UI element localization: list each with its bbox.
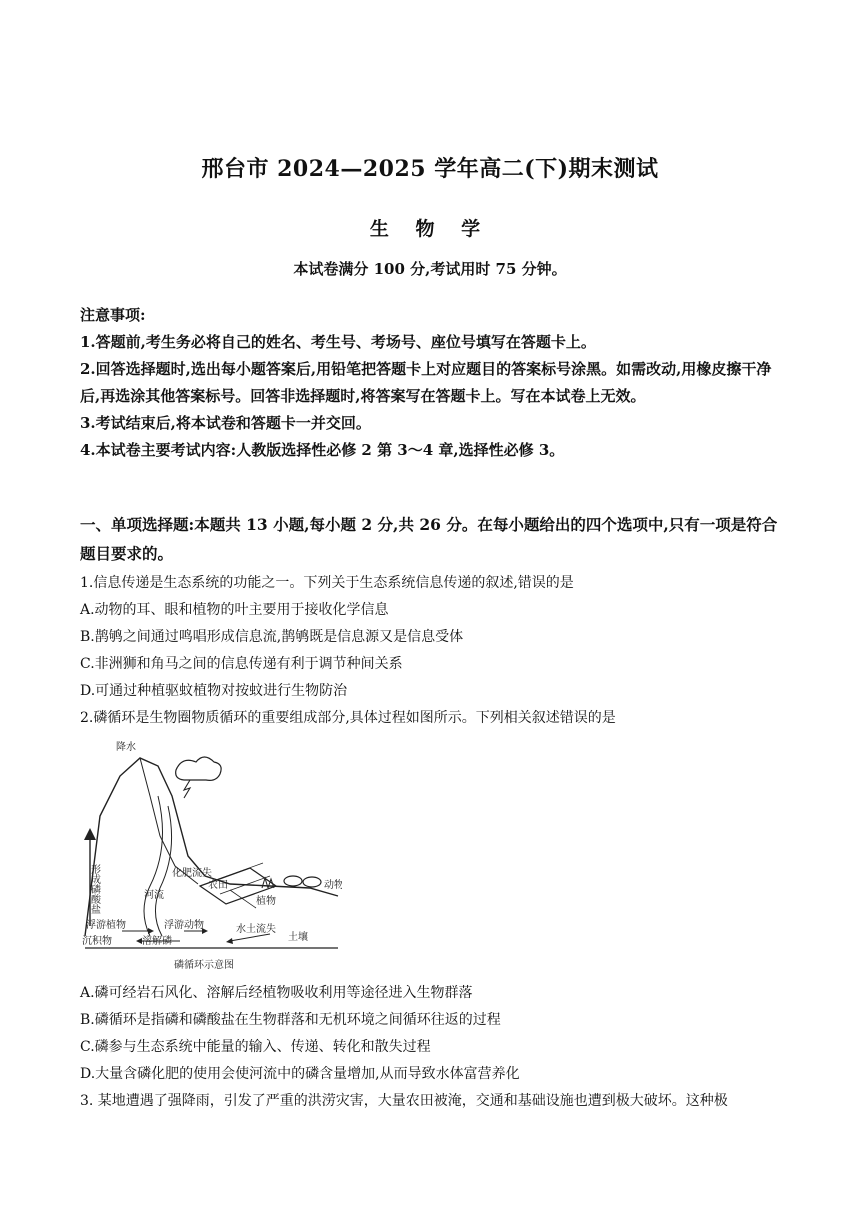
label-rock-phosphate [89,864,101,914]
label-farmland: 农田 [208,880,228,891]
diagram-svg [80,736,342,976]
exam-title: 邢台市 2024—2025 学年高二(下)期末测试 [201,156,659,182]
question-stem: 3. 某地遭遇了强降雨，引发了严重的洪涝灾害，大量农田被淹，交通和基础设施也遭到极大破坏。这种极 [80,1093,728,1109]
note-item: 2.回答选择题时,选出每小题答案后,用铅笔把答题卡上对应题目的答案标号涂黑。如需改动,用橡皮擦干净后,再选涂其他答案标号。回答非选择题时,将答案写在答题卡上。写在本试卷上无效。 [80,360,772,405]
score-line: 本试卷满分 100 分,考试用时 75 分钟。 [293,260,567,278]
notes-heading: 注意事项: [80,306,146,324]
question-2-options [80,980,786,1115]
option-c: C.磷参与生态系统中能量的输入、传递、转化和散失过程 [80,1039,431,1055]
svg-text:形成磷酸盐: 形成磷酸盐 [88,864,100,914]
label-sediment: 沉积物 [82,936,112,947]
question-stem: 1.信息传递是生态系统的功能之一。下列关于生态系统信息传递的叙述,错误的是 [80,575,574,591]
option-b: B.鹊鸲之间通过鸣唱形成信息流,鹊鸲既是信息源又是信息受体 [80,629,464,645]
option-b: B.磷循环是指磷和磷酸盐在生物群落和无机环境之间循环往返的过程 [80,1012,501,1028]
option-d: D.大量含磷化肥的使用会使河流中的磷含量增加,从而导致水体富营养化 [80,1066,520,1082]
option-d: D.可通过种植驱蚊植物对按蚊进行生物防治 [80,683,348,699]
question-1 [80,570,786,732]
label-river: 河流 [144,890,164,901]
label-dissolved-phosphorus: 溶解磷 [142,936,172,947]
label-plants: 植物 [256,896,276,907]
label-soil: 土壤 [288,932,308,943]
option-c: C.非洲狮和角马之间的信息传递有利于调节种间关系 [80,656,403,672]
note-item: 1.答题前,考生务必将自己的姓名、考生号、考场号、座位号填写在答题卡上。 [80,333,596,351]
label-rain: 降水 [116,742,136,753]
label-phytoplankton: 浮游植物 [86,920,126,931]
note-item: 3.考试结束后,将本试卷和答题卡一并交回。 [80,414,371,432]
note-item: 4.本试卷主要考试内容:人教版选择性必修 2 第 3～4 章,选择性必修 3。 [80,441,565,459]
subject-title: 生 物 学 [369,218,491,240]
diagram-caption: 磷循环示意图 [174,960,234,971]
label-zooplankton: 浮游动物 [164,920,204,931]
option-a: A.动物的耳、眼和植物的叶主要用于接收化学信息 [80,602,389,618]
phosphorus-cycle-diagram [80,736,342,976]
label-fertilizer-loss: 化肥流失 [172,868,212,879]
label-animals: 动物 [324,880,342,891]
option-a: A.磷可经岩石风化、溶解后经植物吸收利用等途径进入生物群落 [80,985,473,1001]
question-stem: 2.磷循环是生物圈物质循环的重要组成部分,具体过程如图所示。下列相关叙述错误的是 [80,710,616,726]
section-heading: 一、单项选择题:本题共 13 小题,每小题 2 分,共 26 分。在每小题给出的四个选项中,只有一项是符合题目要求的。 [80,515,778,563]
label-soil-erosion: 水土流失 [236,924,276,935]
notes-block [80,302,786,464]
